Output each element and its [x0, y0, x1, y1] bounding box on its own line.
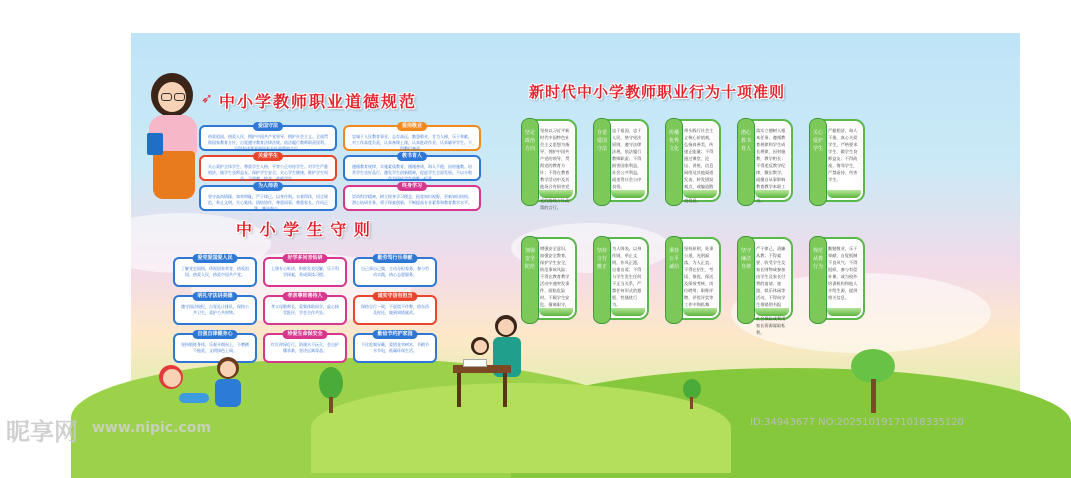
ethics-card-label: 为人师表 — [253, 182, 283, 191]
ethics-card-text: 关心爱护全体学生，尊重学生人格，平等公正对待学生。对学生严慈相济，做学生良师益友。保护学生安全，关心学生健康，维护学生权益。不讽刺、挖苦、歧视学生。 — [208, 164, 328, 181]
scroll-title: 坚守廉洁自律 — [740, 248, 751, 270]
teacher-illustration — [145, 73, 207, 203]
scroll-text: 增强安全意识，加强安全教育，保护学生安全，防范事故风险；不得在教育教学活动中遇突发事件、面临危险时，不顾学生安危，擅离职守， — [540, 246, 570, 307]
student-rule-card — [353, 333, 437, 363]
student-rule-card — [173, 257, 257, 287]
ethics-card-label: 终身学习 — [397, 182, 427, 191]
scroll-title: 秉持公平诚信 — [668, 248, 679, 270]
ten-rules-title: 新时代中小学教师职业行为十项准则 — [529, 83, 786, 101]
scroll-grass — [827, 308, 861, 316]
student-rule-text: 自己事自己做，主动分担家务，参与劳动实践，热心志愿服务。 — [361, 266, 429, 277]
ethics-card — [343, 155, 481, 181]
student-rule-text: 不比吃喝穿戴，爱惜花草树木，节粮节水节电，低碳环保生活。 — [361, 342, 429, 353]
student-rule-card — [353, 257, 437, 287]
student-rule-text: 了解党史国情，珍视国家荣誉，热爱祖国，热爱人民，热爱中国共产党。 — [181, 266, 249, 277]
scroll-grass — [683, 308, 717, 316]
scroll-title: 潜心教书育人 — [740, 130, 751, 152]
scroll-text: 坚持以习近平新时代中国特色社会主义思想为指导，拥护中国共产党的领导，贯彻党的教育方针；不得在教育教学活动中及其他场合有损害党 党的路线方针政策的言行。 — [540, 128, 570, 210]
ethics-card — [199, 155, 337, 181]
student-rule-card — [173, 295, 257, 325]
code-scroll — [595, 237, 649, 320]
code-scroll — [811, 237, 865, 320]
student-rule-label: 孝亲尊师善待人 — [282, 292, 327, 301]
code-scroll — [667, 119, 721, 202]
scroll-rod — [665, 118, 683, 206]
student-rule-card — [263, 333, 347, 363]
scroll-rod — [521, 236, 539, 324]
student-rule-label: 勤劳笃行乐奉献 — [372, 254, 417, 263]
scroll-rod — [593, 236, 611, 324]
scroll-grass — [539, 308, 573, 316]
scroll-rod — [737, 118, 755, 206]
student-rule-text: 上课专心听讲，积极发表见解，乐于科学探索，养成阅读习惯。 — [271, 266, 339, 277]
scroll-title: 自觉爱国守法 — [596, 130, 607, 152]
student-rule-label: 好学多问肯钻研 — [282, 254, 327, 263]
scroll-title: 规范从教行为 — [812, 248, 823, 270]
bulletin-board — [131, 33, 1020, 414]
student-rule-text: 孝父母敬师长，爱集体助同学，虚心接受批评，学会合作共处。 — [271, 304, 339, 315]
student-rule-text: 遵守国法校纪，自觉礼让排队，保持公共卫生，爱护公共财物。 — [181, 304, 249, 315]
teacher-desk-illustration — [453, 315, 533, 411]
student-rule-text: 保持言行一致，不说谎不作弊，借东西及时还，做到知错就改。 — [361, 304, 429, 315]
scroll-title: 坚定政治方向 — [524, 130, 535, 152]
kids-illustration — [159, 353, 249, 413]
ethics-card — [199, 185, 337, 211]
scroll-text: 严于律己，清廉从教；不得索要、收受学生及家长财物或参加由学生及家长付费的宴请、旅游、娱乐休闲等活动，不得向学生推销图书报 社会保险或利用家长资源谋取私利。 — [756, 246, 786, 335]
tree-illustration — [683, 379, 701, 409]
ethics-card — [199, 125, 337, 151]
student-rule-label: 勤俭节约护家园 — [372, 330, 417, 339]
scroll-title: 加强安全防范 — [524, 248, 535, 270]
ethics-card-label: 爱国守法 — [253, 122, 283, 131]
tree-illustration — [851, 349, 895, 413]
scroll-title: 传播优秀文化 — [668, 130, 679, 152]
scroll-rod — [521, 118, 539, 206]
scroll-grass — [611, 308, 645, 316]
scroll-text: 严慈相济，诲人不倦，真心关爱学生，严格要求学生，做学生良师益友；不得歧视、侮辱学生，严禁虐待、伤害学生。 — [828, 128, 858, 182]
scroll-rod — [665, 236, 683, 324]
ethics-title: 中小学教师职业道德规范 — [219, 92, 418, 111]
arrow-icon: ➶ — [201, 91, 213, 107]
scroll-rod — [809, 118, 827, 206]
watermark-id: ID:34943677 NO:20251019171018335120 — [750, 417, 964, 428]
ethics-card — [343, 185, 481, 211]
code-scroll — [667, 237, 721, 320]
scroll-title: 坚持言行雅正 — [596, 248, 607, 270]
scroll-grass — [539, 190, 573, 198]
scroll-title: 关心爱护学生 — [812, 130, 823, 152]
ethics-card-text: 遵循教育规律，实施素质教育。循循善诱，诲人不倦，因材施教。培养学生良好品行，激发学生创新精神，促进学生全面发展。不以分数作为评价学生的唯一标准。 — [352, 164, 472, 181]
code-scroll — [595, 119, 649, 202]
ethics-card-text: 热爱祖国，热爱人民，拥护中国共产党领导，拥护社会主义。全面贯彻国家教育方针，自觉遵守教育法律法规，依法履行教师职责权利。不得有违背党和国家方针政策的言行。 — [208, 134, 328, 151]
student-rule-label: 诚实守信有担当 — [372, 292, 417, 301]
watermark-logo: 昵享网 — [6, 418, 78, 446]
student-rule-label: 明礼守法讲美德 — [192, 292, 237, 301]
code-scroll — [523, 119, 577, 210]
student-rule-label: 自强自律健身心 — [192, 330, 237, 339]
ethics-card-label: 关爱学生 — [253, 152, 283, 161]
scroll-rod — [593, 118, 611, 206]
student-rule-card — [353, 295, 437, 325]
student-rule-label: 珍爱生命保安全 — [282, 330, 327, 339]
ethics-card-label: 爱岗敬业 — [397, 122, 427, 131]
scroll-text: 坚持原则，处事公道，光明磊落，为人正直；不得在招生、考试、推优、保送及绩效考核、岗位聘用、职称评聘、评优评奖等工作中徇私舞 — [684, 246, 714, 307]
scroll-text: 带头践行社会主义核心价值观，弘扬真善美，传递正能量；不得通过课堂、论坛、讲座、信息网络及其他渠道发表、转发错误观点，或编造散 良信息。 — [684, 128, 714, 203]
scroll-rod — [737, 236, 755, 324]
code-scroll — [739, 119, 793, 202]
ethics-card-label: 教书育人 — [397, 152, 427, 161]
scroll-text: 落实立德树人根本任务，遵循教育规律和学生成长规律，因材施教，教学相长；不得违反教学纪律，敷衍教学，或擅自从事影响教育教学本职工 为。 — [756, 128, 786, 203]
student-rule-card — [263, 257, 347, 287]
scroll-text: 勤勉敬业，乐于奉献，自觉抵制不良风气；不得组织、参与有偿补课，或为校外培训机构和他人介绍生源、提供相关信息。 — [828, 246, 858, 300]
scroll-text: 为人师表，以身作则，举止文明，作风正派，自重自爱；不得与学生发生任何不正当关系，严禁任何形式的猥亵、性骚扰行为。 — [612, 246, 642, 307]
tree-illustration — [319, 367, 343, 413]
code-scroll — [523, 237, 577, 320]
scroll-grass — [611, 190, 645, 198]
student-rules-title: 中 小 学 生 守 则 — [236, 220, 371, 239]
student-rule-label: 爱党爱国爱人民 — [192, 254, 237, 263]
student-rule-card — [263, 295, 347, 325]
code-scroll — [811, 119, 865, 202]
ethics-card-text: 崇尚科学精神，树立终身学习理念，拓宽知识视野，更新知识结构。潜心钻研业务，勇于探索创新，不断提高专业素养和教育教学水平。 — [352, 194, 472, 205]
scroll-text: 忠于祖国，忠于人民，恪守宪法原则，遵守法律法规，依法履行教师职责；不得损害国家利益、社会公共利益，或违背社会公序良俗。 — [612, 128, 642, 189]
ethics-card-text: 忠诚于人民教育事业，志存高远，勤恳敬业，甘为人梯，乐于奉献。对工作高度负责，认真备课上课，认真批改作业，认真辅导学生。不得敷衍塞责。 — [352, 134, 472, 151]
code-scroll — [739, 237, 793, 335]
watermark-site: www.nipic.com — [92, 420, 211, 436]
scroll-grass — [755, 190, 789, 198]
scroll-rod — [809, 236, 827, 324]
student-rule-text: 坚持锻炼身体，乐观开朗向上，不磨蹭不拖延，文明绿色上网。 — [181, 342, 249, 353]
scroll-grass — [683, 190, 717, 198]
ethics-card-text: 坚守高尚情操，知荣明耻，严于律己，以身作则。衣着得体，语言规范，举止文明。关心集体，团结协作，尊重同事，尊重家长。作风正派，廉洁奉公。 — [208, 194, 328, 211]
student-rule-text: 红灯停绿灯行，防溺水不玩火，会自护懂求救，坚决远离毒品。 — [271, 342, 339, 353]
scroll-grass — [755, 308, 789, 316]
scroll-grass — [827, 190, 861, 198]
ethics-card — [343, 125, 481, 151]
